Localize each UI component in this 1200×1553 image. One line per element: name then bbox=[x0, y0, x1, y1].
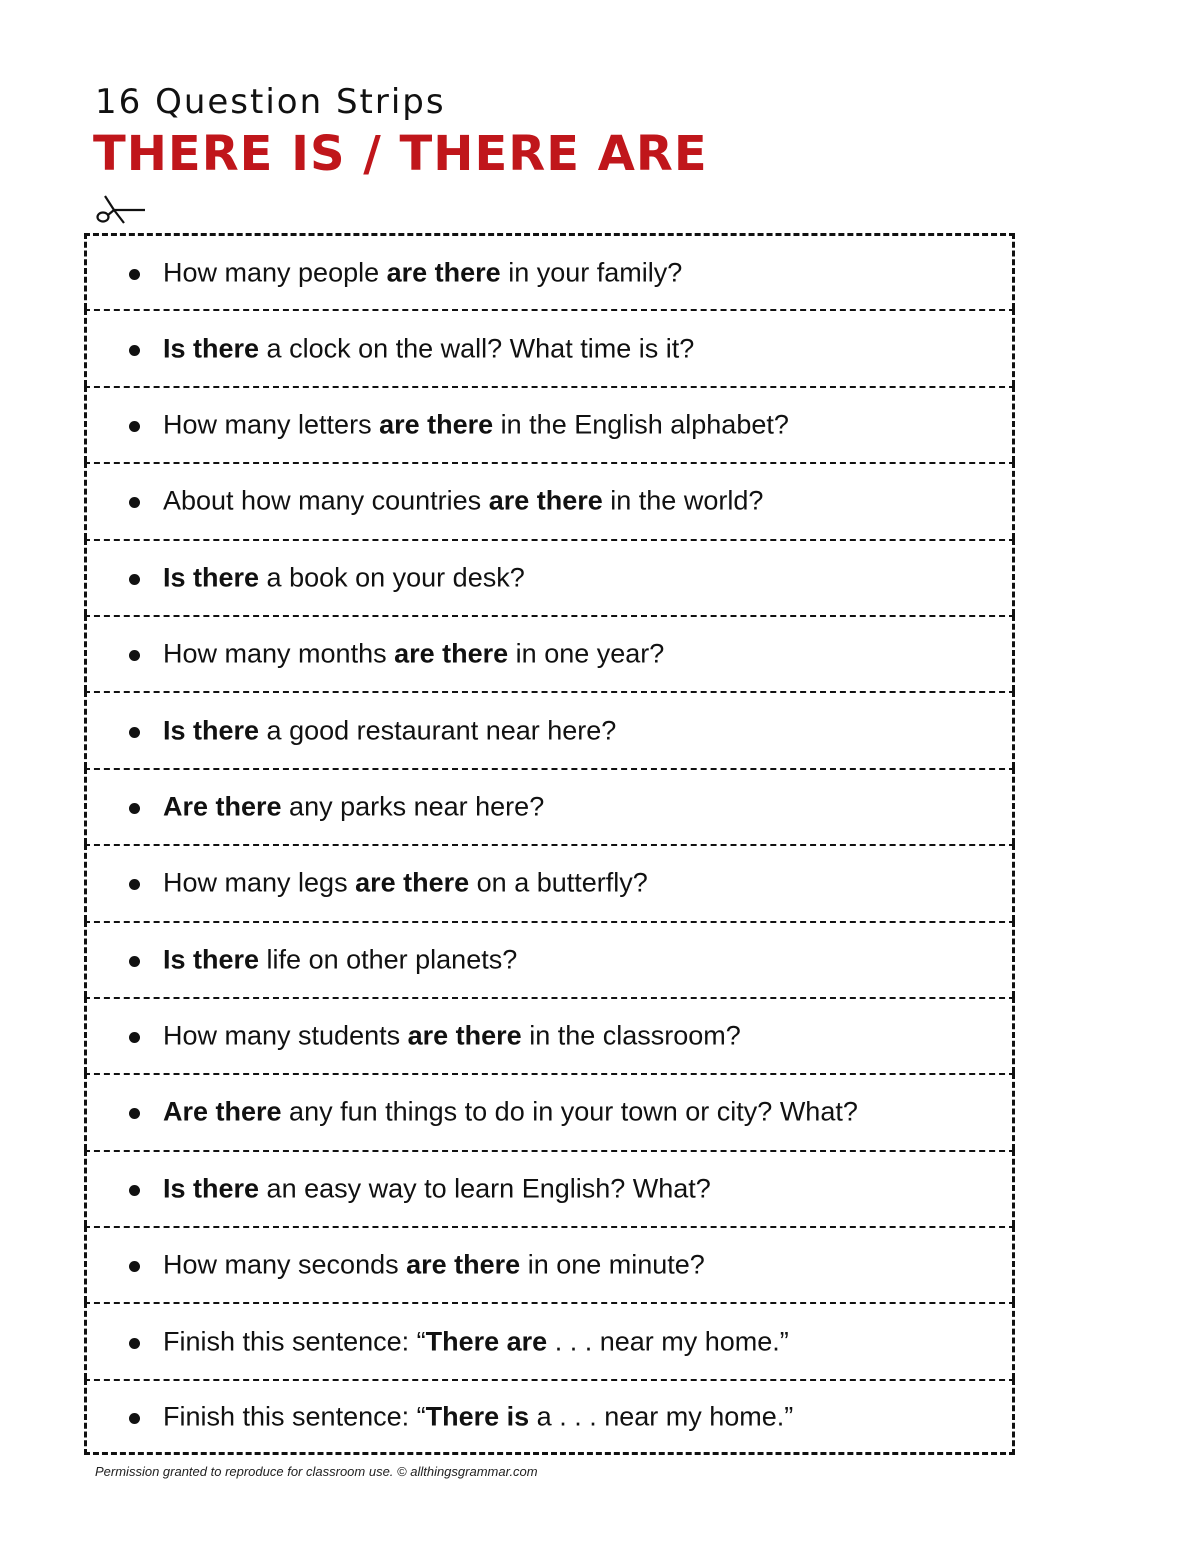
question-keyword: are there bbox=[394, 638, 509, 669]
question-text bbox=[163, 409, 789, 440]
question-fragment: in one minute? bbox=[520, 1249, 705, 1280]
question-text bbox=[163, 1173, 711, 1204]
question-text bbox=[163, 791, 544, 822]
question-text bbox=[163, 1401, 793, 1432]
question-fragment: any fun things to do in your town or city? What? bbox=[281, 1096, 858, 1127]
question-strip bbox=[84, 1379, 1015, 1455]
question-fragment: How many people bbox=[163, 257, 387, 288]
question-keyword: Are there bbox=[163, 791, 282, 822]
question-keyword: Is there bbox=[163, 715, 260, 746]
question-keyword: There are bbox=[425, 1326, 548, 1357]
question-strip bbox=[84, 386, 1015, 462]
bullet-icon bbox=[129, 1032, 140, 1043]
question-fragment: About how many countries bbox=[163, 485, 489, 516]
bullet-icon bbox=[129, 956, 140, 967]
question-keyword: Is there bbox=[163, 562, 260, 593]
question-keyword: are there bbox=[386, 257, 501, 288]
bullet-icon bbox=[129, 879, 140, 890]
question-text bbox=[163, 333, 694, 364]
question-text bbox=[163, 257, 682, 288]
bullet-icon bbox=[129, 345, 140, 356]
question-fragment: How many students bbox=[163, 1020, 408, 1051]
question-fragment: life on other planets? bbox=[259, 944, 518, 975]
question-strip bbox=[84, 1073, 1015, 1149]
bullet-icon bbox=[129, 421, 140, 432]
question-keyword: are there bbox=[379, 409, 494, 440]
question-keyword: Is there bbox=[163, 944, 260, 975]
question-text bbox=[163, 1250, 705, 1281]
question-fragment: How many seconds bbox=[163, 1249, 407, 1280]
question-fragment: a book on your desk? bbox=[259, 562, 525, 593]
question-strip bbox=[84, 921, 1015, 997]
bullet-icon bbox=[129, 1108, 140, 1119]
question-fragment: Finish this sentence: “ bbox=[163, 1326, 426, 1357]
bullet-icon bbox=[129, 269, 140, 280]
question-text bbox=[163, 639, 664, 670]
subtitle: 16 Question Strips bbox=[95, 82, 446, 122]
question-text bbox=[163, 562, 525, 593]
bullet-icon bbox=[129, 1338, 140, 1349]
question-fragment: How many letters bbox=[163, 409, 380, 440]
question-fragment: Finish this sentence: “ bbox=[163, 1401, 426, 1432]
question-keyword: are there bbox=[355, 867, 470, 898]
bullet-icon bbox=[129, 1261, 140, 1272]
question-keyword: are there bbox=[406, 1249, 521, 1280]
question-strip bbox=[84, 615, 1015, 691]
question-strip bbox=[84, 997, 1015, 1073]
question-text bbox=[163, 1326, 789, 1357]
question-keyword: Is there bbox=[163, 1173, 260, 1204]
question-fragment: in the classroom? bbox=[521, 1020, 741, 1051]
question-strip bbox=[84, 844, 1015, 920]
question-strip bbox=[84, 309, 1015, 385]
bullet-icon bbox=[129, 574, 140, 585]
question-strip bbox=[84, 539, 1015, 615]
question-strip bbox=[84, 1150, 1015, 1226]
scissors-icon bbox=[94, 193, 146, 227]
question-strip bbox=[84, 233, 1015, 309]
question-fragment: a good restaurant near here? bbox=[259, 715, 617, 746]
question-fragment: on a butterfly? bbox=[469, 867, 648, 898]
question-fragment: in the English alphabet? bbox=[493, 409, 789, 440]
question-strip bbox=[84, 768, 1015, 844]
question-keyword: Are there bbox=[163, 1096, 282, 1127]
question-strip bbox=[84, 1302, 1015, 1378]
question-keyword: There is bbox=[425, 1401, 530, 1432]
question-keyword: are there bbox=[488, 485, 603, 516]
question-strip bbox=[84, 1226, 1015, 1302]
bullet-icon bbox=[129, 650, 140, 661]
question-text bbox=[163, 1097, 858, 1128]
bullet-icon bbox=[129, 803, 140, 814]
bullet-icon bbox=[129, 1413, 140, 1424]
question-strip bbox=[84, 462, 1015, 538]
question-fragment: in one year? bbox=[508, 638, 665, 669]
bullet-icon bbox=[129, 497, 140, 508]
question-fragment: in the world? bbox=[602, 485, 764, 516]
question-text bbox=[163, 868, 648, 899]
question-keyword: Is there bbox=[163, 333, 260, 364]
question-strip bbox=[84, 691, 1015, 767]
question-fragment: in your family? bbox=[500, 257, 683, 288]
question-text bbox=[163, 715, 616, 746]
question-text bbox=[163, 944, 517, 975]
bullet-icon bbox=[129, 1185, 140, 1196]
bullet-icon bbox=[129, 727, 140, 738]
question-fragment: any parks near here? bbox=[281, 791, 545, 822]
question-strips bbox=[84, 233, 1015, 1455]
question-fragment: How many legs bbox=[163, 867, 356, 898]
page-title: THERE IS / THERE ARE bbox=[93, 126, 708, 182]
question-fragment: a clock on the wall? What time is it? bbox=[259, 333, 695, 364]
question-text bbox=[163, 486, 763, 517]
question-text bbox=[163, 1021, 741, 1052]
question-fragment: an easy way to learn English? What? bbox=[259, 1173, 711, 1204]
question-fragment: How many months bbox=[163, 638, 395, 669]
question-fragment: . . . near my home.” bbox=[547, 1326, 789, 1357]
question-keyword: are there bbox=[407, 1020, 522, 1051]
question-fragment: a . . . near my home.” bbox=[529, 1401, 794, 1432]
footer-permission: Permission granted to reproduce for classroom use. © allthingsgrammar.com bbox=[95, 1464, 538, 1479]
